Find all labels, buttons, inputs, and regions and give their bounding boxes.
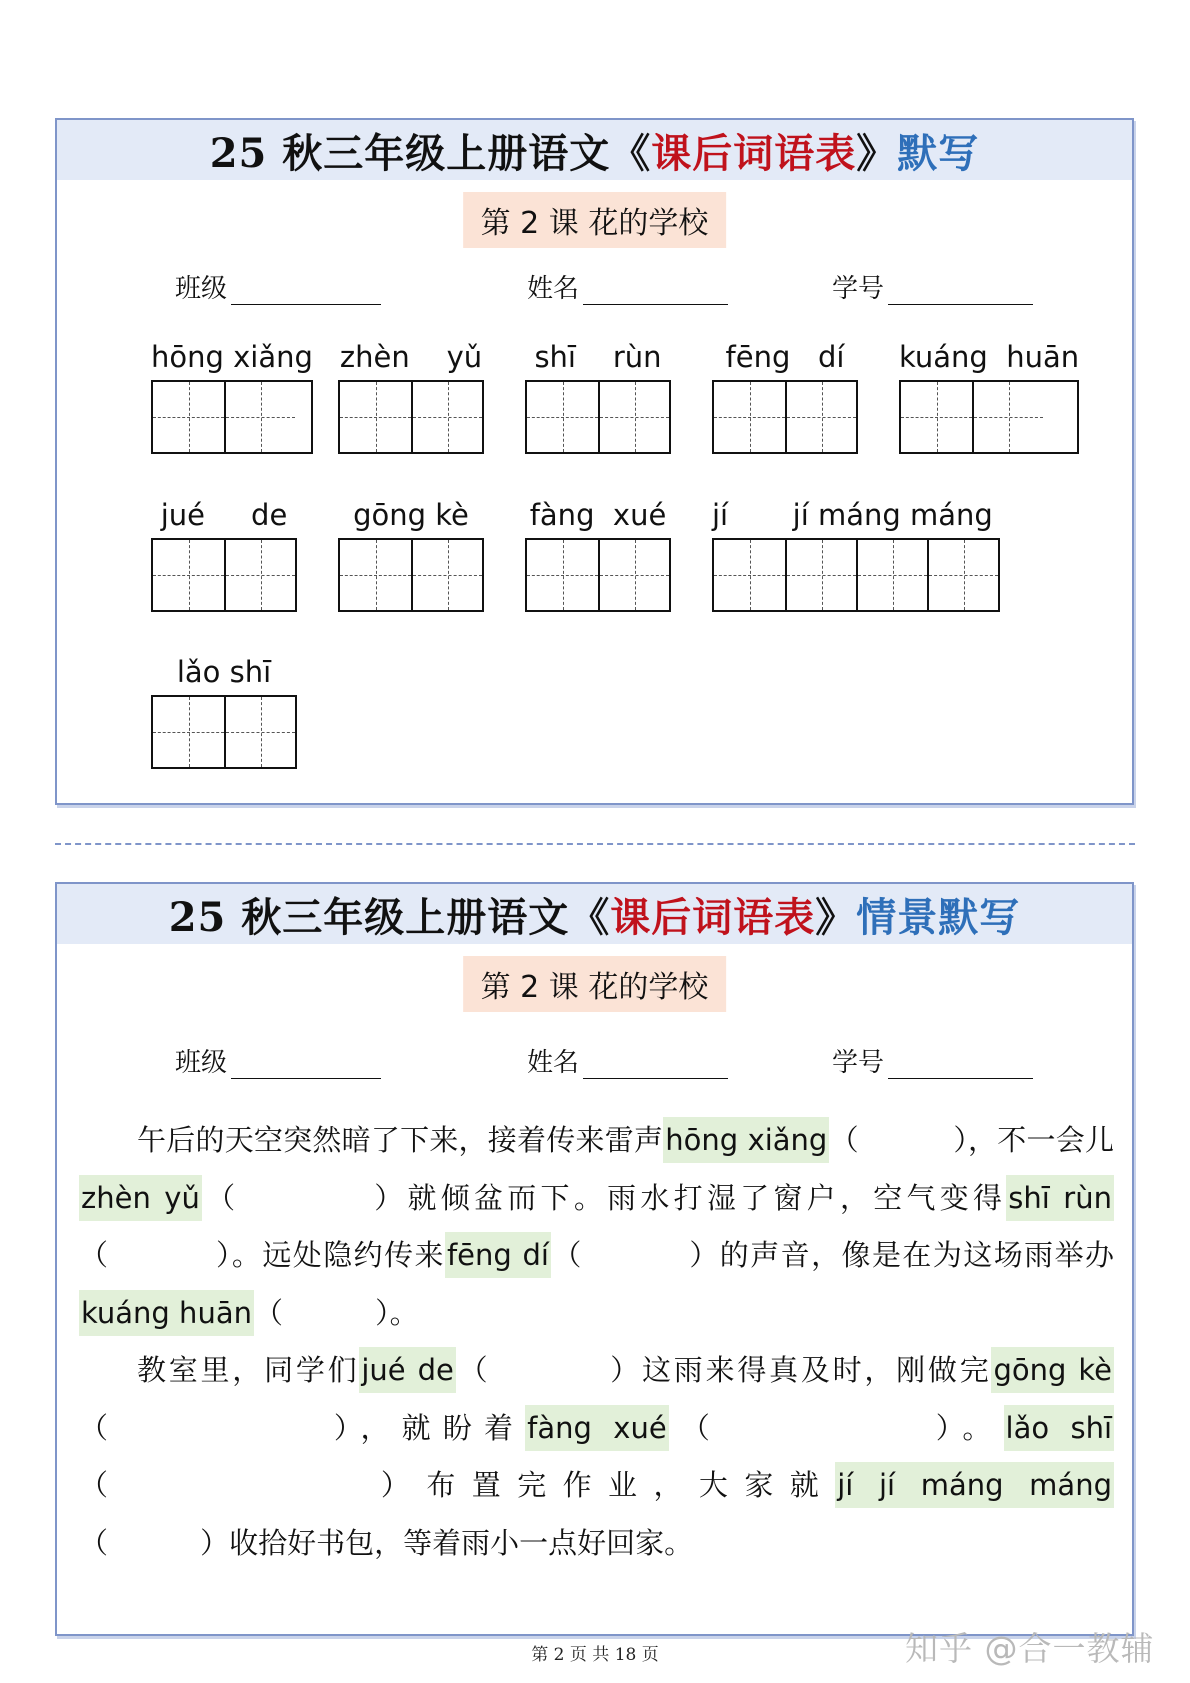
- dictation-card: [55, 118, 1134, 805]
- watermark: 知乎 @合一教辅: [905, 1629, 1155, 1668]
- word-pinyin: zhèn yǔ: [339, 340, 483, 374]
- writing-grid[interactable]: [338, 380, 484, 454]
- passage: [79, 1112, 1114, 1572]
- word-pinyin: fàng xué: [529, 498, 667, 532]
- title-part-2: 课后词语表: [651, 129, 857, 177]
- word-pinyin: jué de: [160, 498, 288, 532]
- title-part-3: 》: [815, 893, 857, 941]
- word-item: [899, 340, 1079, 454]
- paragraph-2: [79, 1342, 1114, 1572]
- writing-grid[interactable]: [899, 380, 1079, 454]
- class-blank[interactable]: [231, 276, 381, 305]
- word-pinyin: kuáng huān: [899, 340, 1080, 374]
- pinyin-highlight: kuáng huān: [79, 1290, 254, 1336]
- name-blank[interactable]: [583, 1050, 728, 1079]
- writing-grid[interactable]: [151, 695, 297, 769]
- word-item: [151, 655, 297, 769]
- pinyin-highlight: jué de: [359, 1347, 456, 1393]
- word-pinyin: shī rùn: [534, 340, 662, 374]
- word-pinyin: jí jí máng máng: [712, 498, 993, 532]
- writing-grid[interactable]: [712, 538, 1000, 612]
- title-part-4: 默写: [897, 129, 980, 177]
- answer-blank[interactable]: （ ）就倾盆而下。雨水打湿了窗户，空气变得: [201, 1180, 1007, 1215]
- answer-blank[interactable]: （ ）收拾好书包，等着雨小一点好回家。: [79, 1525, 694, 1560]
- student-info-row: [57, 268, 1132, 308]
- writing-grid[interactable]: [151, 538, 297, 612]
- answer-blank[interactable]: （ ）这雨来得真及时，刚做完: [455, 1353, 992, 1387]
- answer-blank[interactable]: （ ）。: [668, 1410, 1004, 1445]
- class-label: 班级: [175, 274, 228, 304]
- number-field[interactable]: [832, 268, 1033, 305]
- word-pinyin: fēng dí: [725, 340, 845, 374]
- card-title: [57, 120, 1132, 180]
- title-part-3: 》: [856, 129, 898, 177]
- answer-blank[interactable]: （ ），就盼着: [79, 1410, 526, 1445]
- class-label: 班级: [175, 1048, 228, 1078]
- answer-blank[interactable]: （ ）。: [253, 1295, 419, 1330]
- writing-grid[interactable]: [525, 538, 671, 612]
- number-label: 学号: [832, 274, 885, 304]
- name-field[interactable]: [527, 1042, 728, 1079]
- student-info-row: [57, 1042, 1132, 1082]
- word-item: [151, 340, 313, 454]
- paragraph-1: [79, 1112, 1114, 1342]
- class-blank[interactable]: [231, 1050, 381, 1079]
- passage-text: 午后的天空突然暗了下来，接着传来雷声: [137, 1123, 664, 1157]
- number-label: 学号: [832, 1048, 885, 1078]
- number-blank[interactable]: [888, 276, 1033, 305]
- cut-line: [55, 843, 1135, 845]
- lesson-label: 第 2 课 花的学校: [463, 192, 727, 248]
- word-item: [712, 498, 1000, 612]
- number-blank[interactable]: [888, 1050, 1033, 1079]
- passage-text: 教室里，同学们: [137, 1353, 360, 1387]
- lesson-label: 第 2 课 花的学校: [463, 956, 727, 1012]
- writing-grid[interactable]: [712, 380, 858, 454]
- pinyin-highlight: zhèn yǔ: [79, 1175, 202, 1221]
- title-part-4: 情景默写: [856, 893, 1021, 941]
- name-label: 姓名: [527, 274, 580, 304]
- class-field[interactable]: [175, 1042, 381, 1079]
- number-field[interactable]: [832, 1042, 1033, 1079]
- answer-blank[interactable]: （ ）。远处隐约传来: [79, 1238, 445, 1272]
- word-item: [525, 498, 671, 612]
- word-item: [151, 498, 297, 612]
- pinyin-highlight: gōng kè: [991, 1347, 1114, 1393]
- writing-grid[interactable]: [151, 380, 313, 454]
- pinyin-highlight: hōng xiǎng: [663, 1117, 829, 1163]
- word-item: [525, 340, 671, 454]
- word-item: [338, 340, 484, 454]
- card-title: [57, 884, 1132, 944]
- pinyin-highlight: fàng xué: [525, 1405, 669, 1451]
- writing-grid[interactable]: [525, 380, 671, 454]
- answer-blank[interactable]: （ ）布置完作业，大家就: [79, 1468, 836, 1502]
- word-item: [338, 498, 484, 612]
- pinyin-highlight: shī rùn: [1006, 1175, 1114, 1221]
- pinyin-highlight: fēng dí: [445, 1232, 551, 1278]
- word-item: [712, 340, 858, 454]
- pinyin-highlight: lǎo shī: [1004, 1405, 1115, 1451]
- writing-grid[interactable]: [338, 538, 484, 612]
- answer-blank[interactable]: （ ）的声音，像是在为这场雨举办: [550, 1238, 1115, 1272]
- name-label: 姓名: [527, 1048, 580, 1078]
- pinyin-highlight: jí jí máng máng: [835, 1462, 1114, 1508]
- name-blank[interactable]: [583, 276, 728, 305]
- word-pinyin: lǎo shī: [176, 655, 272, 689]
- title-part-2: 课后词语表: [610, 893, 816, 941]
- title-part-1: 25 秋三年级上册语文《: [209, 129, 652, 177]
- page-footer: 第 2 页 共 18 页: [531, 1645, 659, 1665]
- word-pinyin: hōng xiǎng: [151, 340, 313, 374]
- answer-blank[interactable]: （ ），不一会儿: [829, 1123, 1114, 1157]
- name-field[interactable]: [527, 268, 728, 305]
- title-part-1: 25 秋三年级上册语文《: [168, 893, 611, 941]
- context-dictation-card: [55, 882, 1134, 1636]
- class-field[interactable]: [175, 268, 381, 305]
- word-pinyin: gōng kè: [353, 498, 469, 532]
